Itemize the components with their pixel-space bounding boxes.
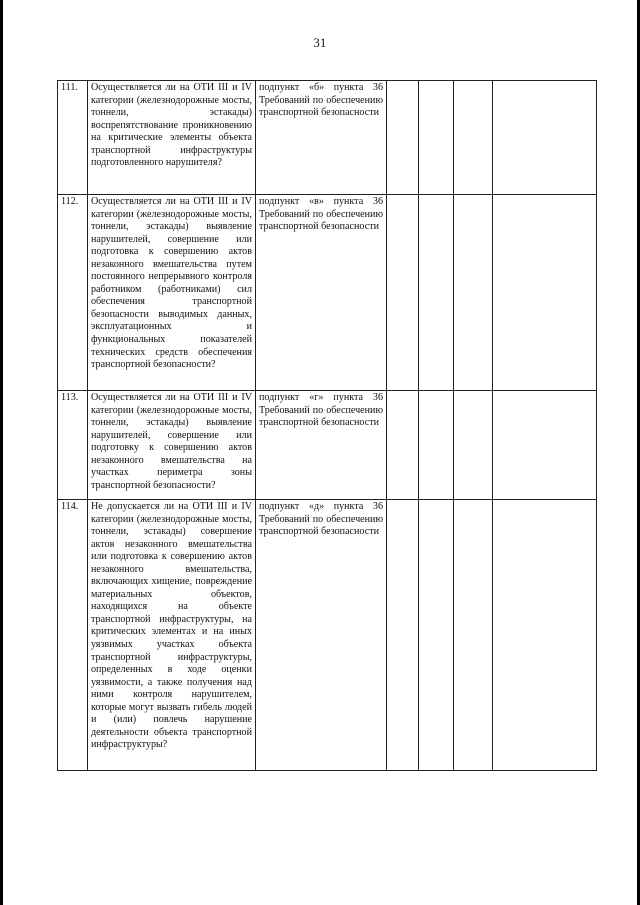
answer-no-cell: [419, 81, 454, 195]
table-row: [58, 500, 597, 771]
notes-cell: [493, 195, 597, 391]
answer-na-cell: [454, 500, 493, 771]
requirement-question: Не допускается ли на ОТИ III и IV категории (железнодорожные мосты, тоннели, эстакады) совершение актов незаконного вмешательства или подготовка к совершению актов незаконного вмешательства, включающих хищение, повреждение материальных объектов, находящихся на объекте транспортной инфраструктуры, на критических элементах и на иных уязвимых участках объекта транспортной инфраструктуры, определенных в ходе оценки уязвимости, а также получения над ними контроля нарушителем, которые могут вызвать гибель людей и (или) повлечь нарушение деятельности объекта транспортной инфраструктуры?: [88, 500, 256, 771]
requirement-question: Осуществляется ли на ОТИ III и IV категории (железнодорожные мосты, тоннели, эстакады) воспрепятствование проникновению на критические элементы объекта транспортной инфраструктуры подготовленного нарушителя?: [88, 81, 256, 195]
answer-no-cell: [419, 391, 454, 500]
normative-reference: подпункт «в» пункта 36 Требований по обеспечению транспортной безопасности: [256, 195, 387, 391]
row-number: 111.: [58, 81, 88, 195]
answer-yes-cell: [387, 391, 419, 500]
answer-yes-cell: [387, 81, 419, 195]
row-number: 113.: [58, 391, 88, 500]
normative-reference: подпункт «д» пункта 36 Требований по обеспечению транспортной безопасности: [256, 500, 387, 771]
normative-reference: подпункт «б» пункта 36 Требований по обеспечению транспортной безопасности: [256, 81, 387, 195]
answer-no-cell: [419, 500, 454, 771]
table-row: [58, 81, 597, 195]
answer-yes-cell: [387, 195, 419, 391]
answer-na-cell: [454, 391, 493, 500]
table-row: [58, 195, 597, 391]
table-row: [58, 391, 597, 500]
normative-reference: подпункт «г» пункта 36 Требований по обеспечению транспортной безопасности: [256, 391, 387, 500]
notes-cell: [493, 500, 597, 771]
page-number: 31: [313, 36, 327, 50]
answer-no-cell: [419, 195, 454, 391]
notes-cell: [493, 81, 597, 195]
requirement-question: Осуществляется ли на ОТИ III и IV категории (железнодорожные мосты, тоннели, эстакады) выявление нарушителей, совершение или подготовка к совершению актов незаконного вмешательства путем постоянного непрерывного контроля работником (работниками) сил обеспечения транспортной безопасности выводимых данных, эксплуатационных и функциональных показателей технических средств обеспечения транспортной безопасности?: [88, 195, 256, 391]
answer-yes-cell: [387, 500, 419, 771]
checklist-table: [57, 80, 597, 771]
requirement-question: Осуществляется ли на ОТИ III и IV категории (железнодорожные мосты, тоннели, эстакады) выявление нарушителей, совершение или подготовку к совершению актов незаконного вмешательства на участках периметра зоны транспортной безопасности?: [88, 391, 256, 500]
row-number: 114.: [58, 500, 88, 771]
row-number: 112.: [58, 195, 88, 391]
scan-border-left: [0, 0, 3, 905]
answer-na-cell: [454, 195, 493, 391]
notes-cell: [493, 391, 597, 500]
answer-na-cell: [454, 81, 493, 195]
